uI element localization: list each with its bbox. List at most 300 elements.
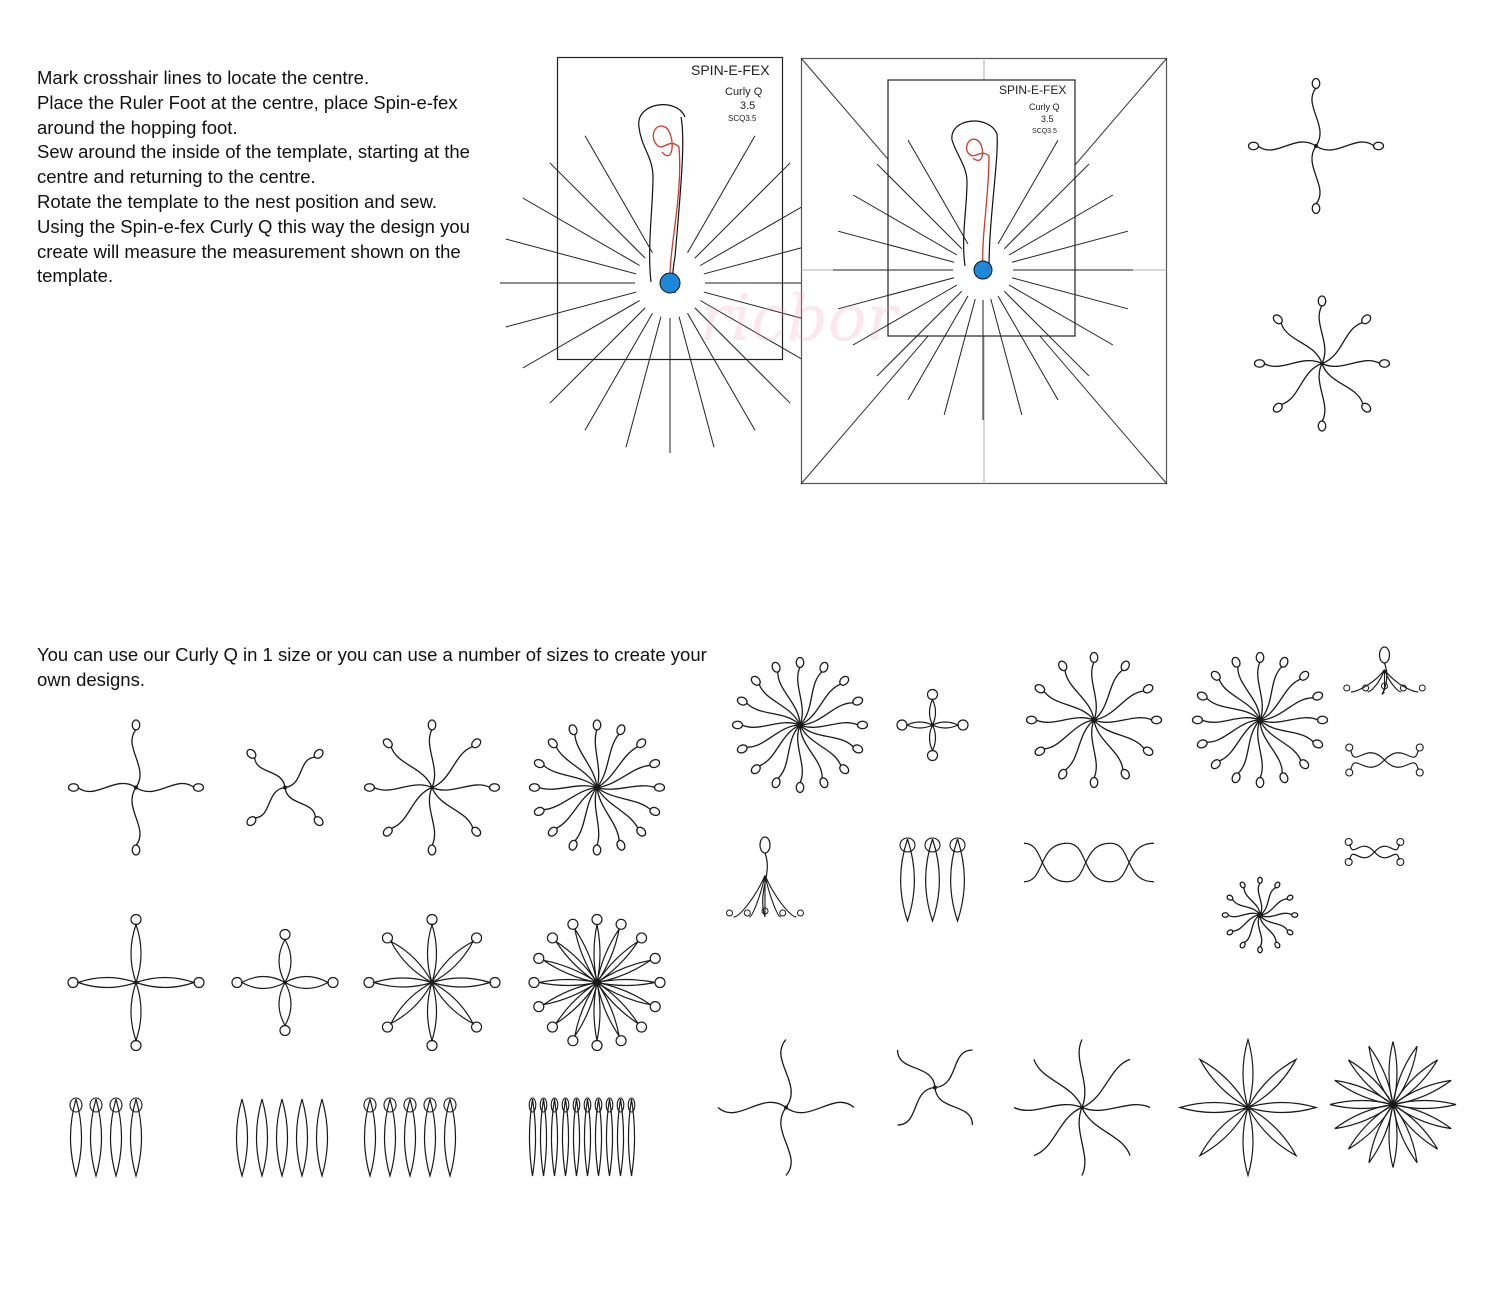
chain-curve [1111, 843, 1154, 882]
loop [1142, 683, 1154, 694]
instruction-line: Mark crosshair lines to locate the centre. [37, 67, 370, 88]
motif-d2 [895, 835, 970, 925]
chain-curve [1024, 843, 1067, 882]
petal [1243, 1040, 1253, 1108]
loop [1312, 691, 1324, 702]
curly-arm [1044, 720, 1094, 749]
wing [1385, 750, 1419, 760]
curly-arm [595, 788, 598, 846]
border-lens [926, 839, 940, 921]
loop [1272, 402, 1284, 414]
watermark: ricbor [700, 282, 897, 356]
motif-d1 [730, 835, 800, 925]
loop [280, 1026, 290, 1036]
loop [616, 919, 626, 929]
loop [1255, 360, 1265, 368]
petal [1389, 1105, 1397, 1168]
loop [365, 784, 375, 792]
curly-arm [1260, 915, 1276, 943]
curly-arm [1258, 142, 1316, 150]
curly-arm [1260, 698, 1314, 720]
border-lens [297, 1099, 308, 1176]
petal [556, 983, 597, 1024]
petal [597, 941, 638, 982]
petal [432, 941, 473, 982]
petal [930, 700, 936, 726]
instructions [37, 66, 507, 289]
motif-4-arm-curly [1246, 66, 1386, 226]
border-lens [237, 1099, 248, 1176]
loop [1272, 313, 1284, 325]
loop [736, 744, 748, 755]
loop [1380, 647, 1390, 663]
center-dot [1080, 1106, 1084, 1110]
curly-arm [1260, 887, 1276, 915]
loop [928, 690, 938, 700]
loop [1318, 296, 1326, 306]
chain-curve [1067, 843, 1110, 882]
motif-b4 [527, 905, 667, 1060]
loop [744, 910, 750, 916]
petal [1393, 1105, 1438, 1150]
center-dot [283, 981, 287, 985]
motif-8-arm-curly [1252, 286, 1392, 441]
loop [1057, 768, 1068, 780]
curly-arm [1264, 361, 1322, 367]
instruction-line: template. [37, 265, 114, 287]
template-on-block-diagram [801, 58, 1167, 484]
center-dot [784, 1106, 788, 1110]
motif-e1 [716, 1025, 856, 1190]
curly-arm [1206, 720, 1260, 742]
motif-b2 [230, 920, 340, 1045]
curly-arm [1079, 1040, 1085, 1108]
loop [1416, 769, 1423, 776]
loop [280, 930, 290, 940]
loop [1034, 683, 1046, 694]
instruction-line: around the hopping foot. [37, 116, 238, 138]
curly-arm [1014, 1105, 1082, 1111]
motif-a1 [66, 710, 206, 865]
curly-arm [1312, 88, 1320, 146]
motif-c1 [730, 645, 870, 805]
curly-arm [255, 757, 285, 787]
loop [490, 784, 500, 792]
motif-e3 [1012, 1025, 1152, 1190]
loop [760, 837, 770, 853]
loop [1346, 744, 1353, 751]
curly-arm [429, 788, 434, 846]
curly-arm [1036, 718, 1094, 723]
curly-arm [1034, 1108, 1082, 1156]
loop [382, 737, 394, 749]
petal [1348, 1105, 1393, 1150]
loop [771, 661, 782, 673]
loop [1120, 660, 1131, 672]
petal [1248, 1103, 1316, 1113]
loop [1318, 716, 1328, 724]
curly-arm [1244, 887, 1260, 915]
center-dot [1257, 717, 1263, 723]
curly-arm [746, 725, 800, 747]
loop [328, 978, 338, 988]
center-dot [1091, 717, 1097, 723]
petal [1180, 1103, 1248, 1113]
curly-arm [1322, 322, 1363, 363]
instruction-line: Sew around the inside of the template, starting at the [37, 141, 470, 163]
curly-arm [1092, 720, 1097, 778]
loop [568, 1036, 578, 1046]
curly-arm [597, 788, 638, 829]
center-dot [931, 723, 935, 727]
curly-arm [432, 746, 473, 787]
curly-arm [597, 786, 655, 789]
intro-line: You can use our Curly Q in 1 size or you can use a number of sizes to create your [37, 644, 707, 665]
motif-border-3 [360, 1095, 460, 1180]
instruction-line: Using the Spin-e-fex Curly Q this way the design you [37, 215, 470, 237]
loop [472, 933, 482, 943]
loop [1397, 859, 1404, 866]
curly-arm [1232, 915, 1260, 931]
loop [1090, 653, 1098, 663]
petal [1393, 1101, 1456, 1109]
motif-d3 [1024, 835, 1154, 890]
curly-arm [1044, 691, 1094, 720]
curly-arm [1065, 720, 1094, 770]
loop [1345, 839, 1352, 846]
petal [907, 722, 933, 728]
center-dot [933, 1086, 937, 1090]
template-model: Curly Q [725, 86, 763, 98]
motif-c5 [1347, 645, 1422, 700]
loop [798, 910, 804, 916]
loop [382, 933, 392, 943]
curly-arm [800, 725, 822, 779]
loop [1027, 716, 1037, 724]
curly-arm [1281, 322, 1322, 363]
loop [616, 839, 627, 851]
curly-arm [1232, 899, 1260, 915]
motif-b1 [66, 905, 206, 1060]
wing [1375, 852, 1400, 860]
petal [131, 983, 141, 1041]
curly-arm [539, 786, 597, 789]
curly-arm [1312, 146, 1320, 204]
curly-arm [132, 730, 140, 788]
petal [279, 983, 291, 1026]
center-dot [1391, 1103, 1395, 1107]
loop [1231, 772, 1242, 784]
motif-c2 [895, 645, 970, 805]
loop [1416, 744, 1423, 751]
loop [796, 658, 804, 668]
loop [568, 839, 579, 851]
template-brand-2: SPIN-E-FEX [999, 83, 1067, 97]
loop [530, 784, 540, 792]
loop [533, 758, 545, 769]
loop [649, 806, 661, 817]
loop [727, 910, 733, 916]
loop [568, 919, 578, 929]
curly-arm [1034, 1059, 1082, 1107]
curly-arm [432, 785, 490, 790]
petal [432, 983, 473, 1024]
loop [897, 720, 907, 730]
curly-arm [391, 746, 432, 787]
template-brand: SPIN-E-FEX [691, 62, 770, 78]
loop [650, 1002, 660, 1012]
petal [1348, 1060, 1393, 1105]
curly-arm [1281, 364, 1322, 405]
loop [733, 721, 743, 729]
loop [771, 777, 782, 789]
chain-curve [1067, 843, 1110, 882]
loop [780, 910, 786, 916]
loop [1120, 768, 1131, 780]
petal [1248, 1108, 1296, 1156]
loop [1279, 656, 1290, 668]
curly-arm [556, 746, 597, 787]
curly-arm [429, 730, 434, 788]
loop [1380, 360, 1390, 368]
loop [593, 845, 601, 855]
template-size: 3.5 [740, 100, 756, 112]
curly-arm [781, 1040, 791, 1108]
loop [1090, 778, 1098, 788]
loop [470, 826, 482, 838]
curly-arm [285, 757, 315, 787]
curly-arm [800, 703, 854, 725]
curly-arm [778, 671, 800, 725]
loop [1226, 929, 1233, 936]
loop [1274, 881, 1281, 888]
loop [312, 815, 324, 827]
petal [391, 941, 432, 982]
motif-e2 [880, 1025, 990, 1150]
center-dot [134, 786, 138, 790]
loop [650, 953, 660, 963]
loop [1142, 746, 1154, 757]
loop [1256, 653, 1264, 663]
loop [1231, 656, 1242, 668]
curly-arm [391, 788, 432, 829]
loop [382, 1022, 392, 1032]
loop [547, 933, 557, 943]
wing [1375, 844, 1400, 852]
petal [285, 977, 328, 989]
center-dot [134, 981, 138, 985]
loop [1360, 313, 1372, 325]
instruction-line: centre and returning to the centre. [37, 166, 316, 188]
center-dot [430, 981, 434, 985]
loop [534, 1002, 544, 1012]
loop [1360, 402, 1372, 414]
loop [1196, 691, 1208, 702]
loop [1274, 941, 1281, 948]
petal [1200, 1059, 1248, 1107]
curly-arm [1079, 1108, 1085, 1176]
center-dot [283, 786, 287, 790]
border-lens [951, 839, 965, 921]
center-dot [797, 722, 803, 728]
border-lens [257, 1099, 268, 1176]
motif-border-4 [527, 1095, 637, 1180]
curly-arm [781, 1108, 791, 1176]
loop [592, 915, 602, 925]
loop [736, 696, 748, 707]
loop [616, 1036, 626, 1046]
curly-arm [132, 788, 140, 846]
loop [1345, 859, 1352, 866]
loop [649, 758, 661, 769]
curly-arm [786, 1102, 854, 1112]
motif-c6 [1347, 735, 1422, 785]
loop [1196, 739, 1208, 750]
curly-arm [575, 734, 597, 788]
loop [312, 748, 324, 760]
curly-arm [1065, 670, 1094, 720]
motif-b3 [362, 905, 502, 1060]
loop [1286, 894, 1293, 901]
loop [1312, 204, 1320, 214]
center-dot [430, 786, 434, 790]
curly-arm [1260, 899, 1288, 915]
loop [1239, 941, 1246, 948]
loop [232, 978, 242, 988]
loop [796, 783, 804, 793]
intro-text [37, 643, 747, 693]
loop [547, 1022, 557, 1032]
curly-arm [136, 783, 194, 791]
template-code: SCQ3.5 [728, 114, 757, 123]
border-lens [317, 1099, 328, 1176]
loop [132, 845, 140, 855]
chain-curve [1024, 843, 1067, 882]
loop [593, 720, 601, 730]
petal [279, 940, 291, 983]
loop [428, 845, 436, 855]
petal [1389, 1042, 1397, 1105]
loop [1318, 421, 1326, 431]
petal [374, 978, 432, 987]
motif-d4 [1220, 835, 1300, 995]
loop [1312, 739, 1324, 750]
curly-arm [1322, 361, 1380, 367]
curly-arm [1238, 666, 1260, 720]
motif-a4 [527, 710, 667, 865]
curly-arm [1244, 915, 1260, 943]
instruction-line: create will measure the measurement shown on the [37, 240, 461, 262]
curly-arm [595, 730, 598, 788]
curly-arm [718, 1102, 786, 1112]
curly-arm [1092, 662, 1097, 720]
loop [382, 826, 394, 838]
loop [245, 815, 257, 827]
loop [1057, 660, 1068, 672]
loop [470, 737, 482, 749]
petal [1393, 1060, 1438, 1105]
loop [69, 784, 79, 792]
motif-c3 [1024, 645, 1164, 795]
loop [1346, 769, 1353, 776]
curly-arm [1082, 1059, 1130, 1107]
curly-arm [1094, 670, 1123, 720]
curly-arm [374, 785, 432, 790]
loop [1222, 913, 1228, 918]
loop [1239, 881, 1246, 888]
chain-curve [1111, 843, 1154, 882]
wing [1385, 760, 1419, 770]
curly-arm [1322, 364, 1363, 405]
loop [928, 751, 938, 761]
loop [194, 784, 204, 792]
instruction-line: Place the Ruler Foot at the centre, place Spin-e-fex [37, 91, 458, 113]
curly-arm [1082, 1108, 1130, 1156]
loop [428, 720, 436, 730]
loop [534, 953, 544, 963]
loop [852, 744, 864, 755]
petal [131, 925, 141, 983]
loop [637, 1022, 647, 1032]
motif-border-2 [232, 1095, 332, 1180]
loop [592, 1041, 602, 1051]
wing [1351, 760, 1385, 770]
loop [655, 784, 665, 792]
petal [432, 978, 490, 987]
loop [1292, 913, 1298, 918]
curly-arm [1094, 720, 1123, 770]
loop [245, 748, 257, 760]
wing [1350, 844, 1375, 852]
loop [1279, 772, 1290, 784]
loop [1258, 947, 1263, 953]
petal [1200, 1108, 1248, 1156]
curly-arm [1260, 720, 1282, 774]
template-code-2: SCQ3.5 [1032, 128, 1057, 135]
loop [1193, 716, 1203, 724]
petal [428, 983, 437, 1041]
petal [391, 983, 432, 1024]
loop [472, 1022, 482, 1032]
loop [529, 978, 539, 988]
loop [568, 724, 579, 736]
petal [136, 978, 194, 988]
petal [1248, 1059, 1296, 1107]
petal [1330, 1101, 1393, 1109]
border-lens [277, 1099, 288, 1176]
loop [852, 696, 864, 707]
loop [1152, 716, 1162, 724]
wing [1351, 750, 1385, 760]
curly-arm [1082, 1105, 1150, 1111]
petal [930, 725, 936, 751]
center-dot [1246, 1106, 1250, 1110]
loop [1374, 142, 1384, 150]
petal [78, 978, 136, 988]
curly-arm [935, 1088, 972, 1125]
loop [1286, 929, 1293, 936]
loop [1312, 79, 1320, 89]
curly-arm [1316, 142, 1374, 150]
loop [1034, 746, 1046, 757]
border-lens [901, 839, 915, 921]
curly-arm [597, 746, 638, 787]
curly-arm [1094, 718, 1152, 723]
curly-arm [78, 783, 136, 791]
loop [533, 806, 545, 817]
loop [616, 724, 627, 736]
loop [1419, 685, 1425, 691]
